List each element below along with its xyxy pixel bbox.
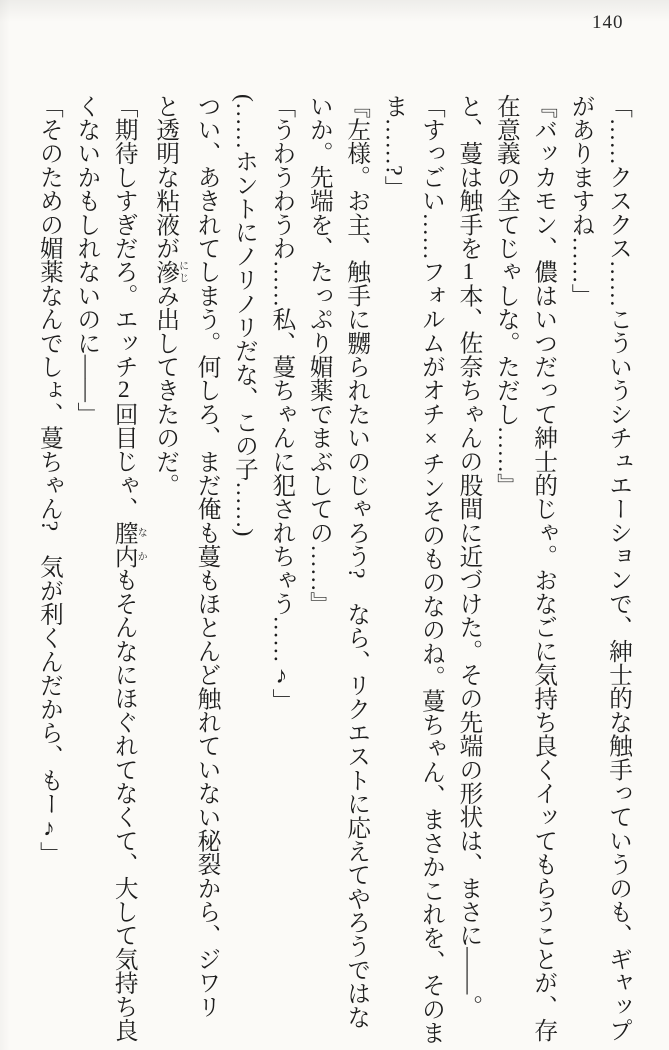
text-line: 「すっごい……フォルムがオチ×チンそのものなのね。蔓ちゃん、まさかこれを、そのま <box>417 94 444 1045</box>
text-line: いか。先端を、たっぷり媚薬でまぶしての……』 <box>305 94 332 616</box>
text-line: がありますね……」 <box>567 94 594 308</box>
text-line: 在意義の全てじゃしな。ただし……』 <box>492 94 519 497</box>
text-line: くないかもしれないのに――」 <box>73 94 100 426</box>
text-line: 「……クスクス……こういうシチュエーションで、紳士的な触手っていうのも、ギャップ <box>605 94 631 1042</box>
text-line: ま……?」 <box>380 94 407 200</box>
text-line: 「そのための媚薬なんでしょ、蔓ちゃん? 気が利くんだから、もー♪」 <box>35 94 62 866</box>
text-line: 「期待しすぎだろ。エッチ2回目じゃ、膣内なかもそんなにほぐれてなくて、大して気持ち良 <box>110 94 147 1042</box>
upright-digit: 2 <box>117 378 130 402</box>
text-line: 『バッカモン、儂はいつだって紳士的じゃ。おなごに気持ち良くイッてもらうことが、存 <box>530 94 557 1042</box>
text-line: (……ホントにノリノリだな、この子……) <box>230 94 257 537</box>
ruby-annotated-word: 膣内なか <box>110 520 147 568</box>
text-line: と、蔓は触手を1本、佐奈ちゃんの股間に近づけた。その先端の形状は、まさに――。 <box>455 94 482 1019</box>
text-line: 『左様。お主、触手に嬲られたいのじゃろう? なら、リクエストに応えてやろうではな <box>343 94 370 1029</box>
page-number: 140 <box>592 12 624 33</box>
text-line: と透明な粘液が滲にじみ出してきたのだ。 <box>152 94 188 497</box>
ruby-annotated-word: 滲にじ <box>152 259 188 284</box>
upright-digit: 1 <box>462 259 475 284</box>
text-line: つい、あきれてしまう。何しろ、まだ俺も蔓もほとんど触れていない秘裂から、ジワリ <box>193 94 220 1019</box>
body-text <box>30 94 637 1046</box>
text-line: 「うわうわうわ……私、蔓ちゃんに犯されちゃう……♪」 <box>268 94 295 713</box>
